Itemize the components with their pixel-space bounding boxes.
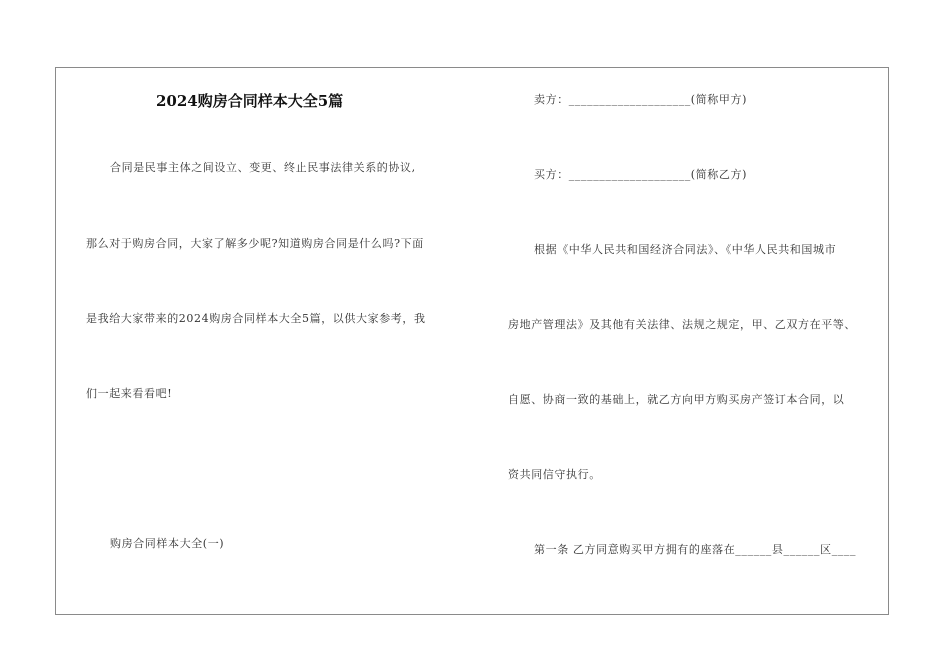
basis-line-3: 自愿、协商一致的基础上，就乙方向甲方购买房产签订本合同，以 (508, 393, 845, 406)
document-page-frame (55, 67, 889, 615)
intro-line-1: 合同是民事主体之间设立、变更、终止民事法律关系的协议, (110, 161, 416, 174)
intro-line-2: 那么对于购房合同，大家了解多少呢?知道购房合同是什么吗?下面 (86, 237, 424, 250)
seller-line: 卖方：____________________(简称甲方) (534, 93, 747, 106)
section-heading: 购房合同样本大全(一) (110, 537, 225, 550)
article-one-line: 第一条 乙方同意购买甲方拥有的座落在______县______区____ (534, 543, 857, 556)
buyer-line: 买方：____________________(简称乙方) (534, 168, 747, 181)
basis-line-1: 根据《中华人民共和国经济合同法》、《中华人民共和国城市 (534, 243, 837, 256)
basis-line-2: 房地产管理法》及其他有关法律、法规之规定，甲、乙双方在平等、 (508, 318, 856, 331)
intro-line-4: 们一起来看看吧! (86, 387, 173, 400)
document-title: 2024购房合同样本大全5篇 (156, 92, 344, 110)
basis-line-4: 资共同信守执行。 (508, 468, 601, 481)
intro-line-3: 是我给大家带来的2024购房合同样本大全5篇，以供大家参考，我 (86, 312, 426, 325)
